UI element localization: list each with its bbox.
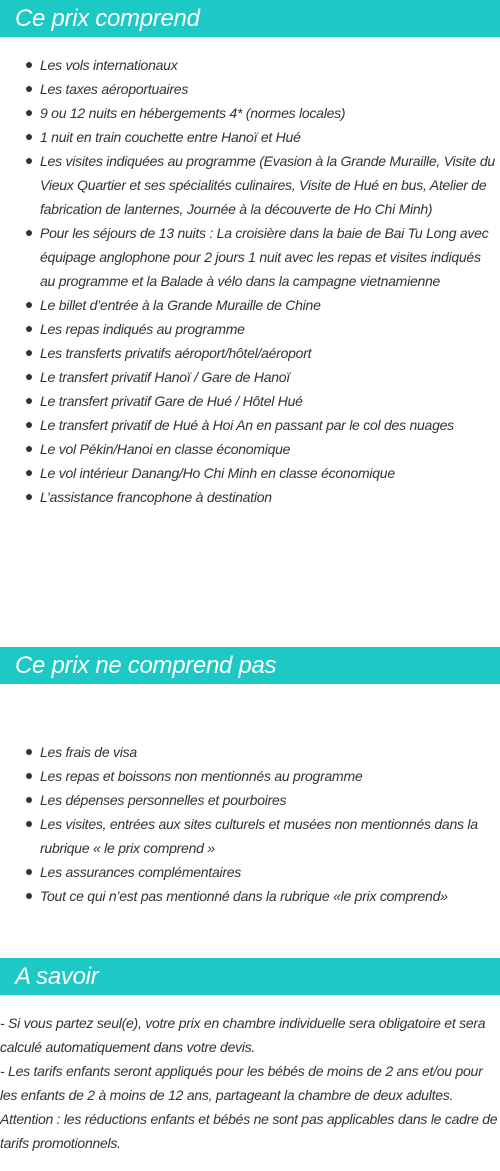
bullet-icon (26, 797, 32, 803)
info-line: - Les tarifs enfants seront appliqués pour les bébés de moins de 2 ans et/ou pour les enfants de 2 à moins de 12 ans, partageant la chambre de deux adultes. (0, 1063, 483, 1103)
included-item (0, 485, 500, 509)
included-item-text: Le transfert privatif de Hué à Hoi An en passant par le col des nuages (40, 417, 454, 433)
included-item (0, 221, 500, 293)
bullet-icon (26, 158, 32, 164)
bullet-icon (26, 374, 32, 380)
included-item-text: Les vols internationaux (40, 57, 178, 73)
included-item-text: Le transfert privatif Gare de Hué / Hôtel Hué (40, 393, 303, 409)
included-item-text: Le transfert privatif Hanoï / Gare de Hanoï (40, 369, 290, 385)
bullet-icon (26, 134, 32, 140)
included-item-text: Le billet d’entrée à la Grande Muraille de Chine (40, 297, 321, 313)
bullet-icon (26, 494, 32, 500)
excluded-item-text: Les assurances complémentaires (40, 864, 242, 880)
included-item-text: Les transferts privatifs aéroport/hôtel/aéroport (40, 345, 312, 361)
included-item-text: Les taxes aéroportuaires (40, 81, 189, 97)
included-item-text: Le vol intérieur Danang/Ho Chi Minh en classe économique (40, 465, 395, 481)
excluded-item-text: Les repas et boissons non mentionnés au programme (40, 768, 363, 784)
included-item-text: Les visites indiquées au programme (Evasion à la Grande Muraille, Visite du Vieux Quartier et ses spécialités culinaires, Visite de Hué en bus, Atelier de fabrication de lanternes, Journée à la découverte de Ho Chi Minh) (40, 153, 495, 217)
bullet-icon (26, 869, 32, 875)
bullet-icon (26, 230, 32, 236)
excluded-list (0, 740, 500, 908)
excluded-item-text: Les visites, entrées aux sites culturels et musées non mentionnés dans la rubrique « le prix comprend » (40, 816, 478, 856)
info-line: - Si vous partez seul(e), votre prix en chambre individuelle sera obligatoire et sera calculé automatiquement dans votre devis. (0, 1015, 486, 1055)
included-item (0, 53, 500, 77)
included-item (0, 149, 500, 221)
excluded-item (0, 860, 500, 884)
bullet-icon (26, 893, 32, 899)
included-item (0, 461, 500, 485)
included-item (0, 413, 500, 437)
section-title-info: A savoir (0, 958, 500, 995)
section-title-included: Ce prix comprend (0, 0, 500, 37)
excluded-item-text: Les dépenses personnelles et pourboires (40, 792, 287, 808)
included-item-text: Les repas indiqués au programme (40, 321, 245, 337)
excluded-item (0, 884, 500, 908)
bullet-icon (26, 62, 32, 68)
included-item (0, 293, 500, 317)
bullet-icon (26, 422, 32, 428)
bullet-icon (26, 86, 32, 92)
bullet-icon (26, 470, 32, 476)
excluded-item (0, 740, 500, 764)
excluded-item (0, 764, 500, 788)
bullet-icon (26, 749, 32, 755)
bullet-icon (26, 302, 32, 308)
info-line: Attention : les réductions enfants et bébés ne sont pas applicables dans le cadre de tarifs promotionnels. (0, 1111, 498, 1151)
bullet-icon (26, 350, 32, 356)
included-item (0, 101, 500, 125)
excluded-item (0, 788, 500, 812)
bullet-icon (26, 398, 32, 404)
bullet-icon (26, 821, 32, 827)
bullet-icon (26, 446, 32, 452)
section-title-excluded: Ce prix ne comprend pas (0, 647, 500, 684)
included-item-text: 9 ou 12 nuits en hébergements 4* (normes locales) (40, 105, 346, 121)
included-list (0, 53, 500, 509)
bullet-icon (26, 326, 32, 332)
included-item-text: L’assistance francophone à destination (40, 489, 272, 505)
bullet-icon (26, 773, 32, 779)
excluded-item-text: Tout ce qui n’est pas mentionné dans la rubrique «le prix comprend» (40, 888, 448, 904)
included-item (0, 365, 500, 389)
included-item (0, 317, 500, 341)
included-item (0, 341, 500, 365)
bullet-icon (26, 110, 32, 116)
info-notes (0, 1011, 500, 1155)
included-item (0, 437, 500, 461)
included-item-text: Pour les séjours de 13 nuits : La croisière dans la baie de Bai Tu Long avec équipage anglophone pour 2 jours 1 nuit avec les repas et visites indiqués au programme et la Balade à vélo dans la campagne vietnamienne (40, 225, 489, 289)
included-item (0, 77, 500, 101)
excluded-item-text: Les frais de visa (40, 744, 137, 760)
included-item (0, 389, 500, 413)
excluded-item (0, 812, 500, 860)
included-item (0, 125, 500, 149)
included-item-text: 1 nuit en train couchette entre Hanoï et Hué (40, 129, 301, 145)
included-item-text: Le vol Pékin/Hanoi en classe économique (40, 441, 291, 457)
